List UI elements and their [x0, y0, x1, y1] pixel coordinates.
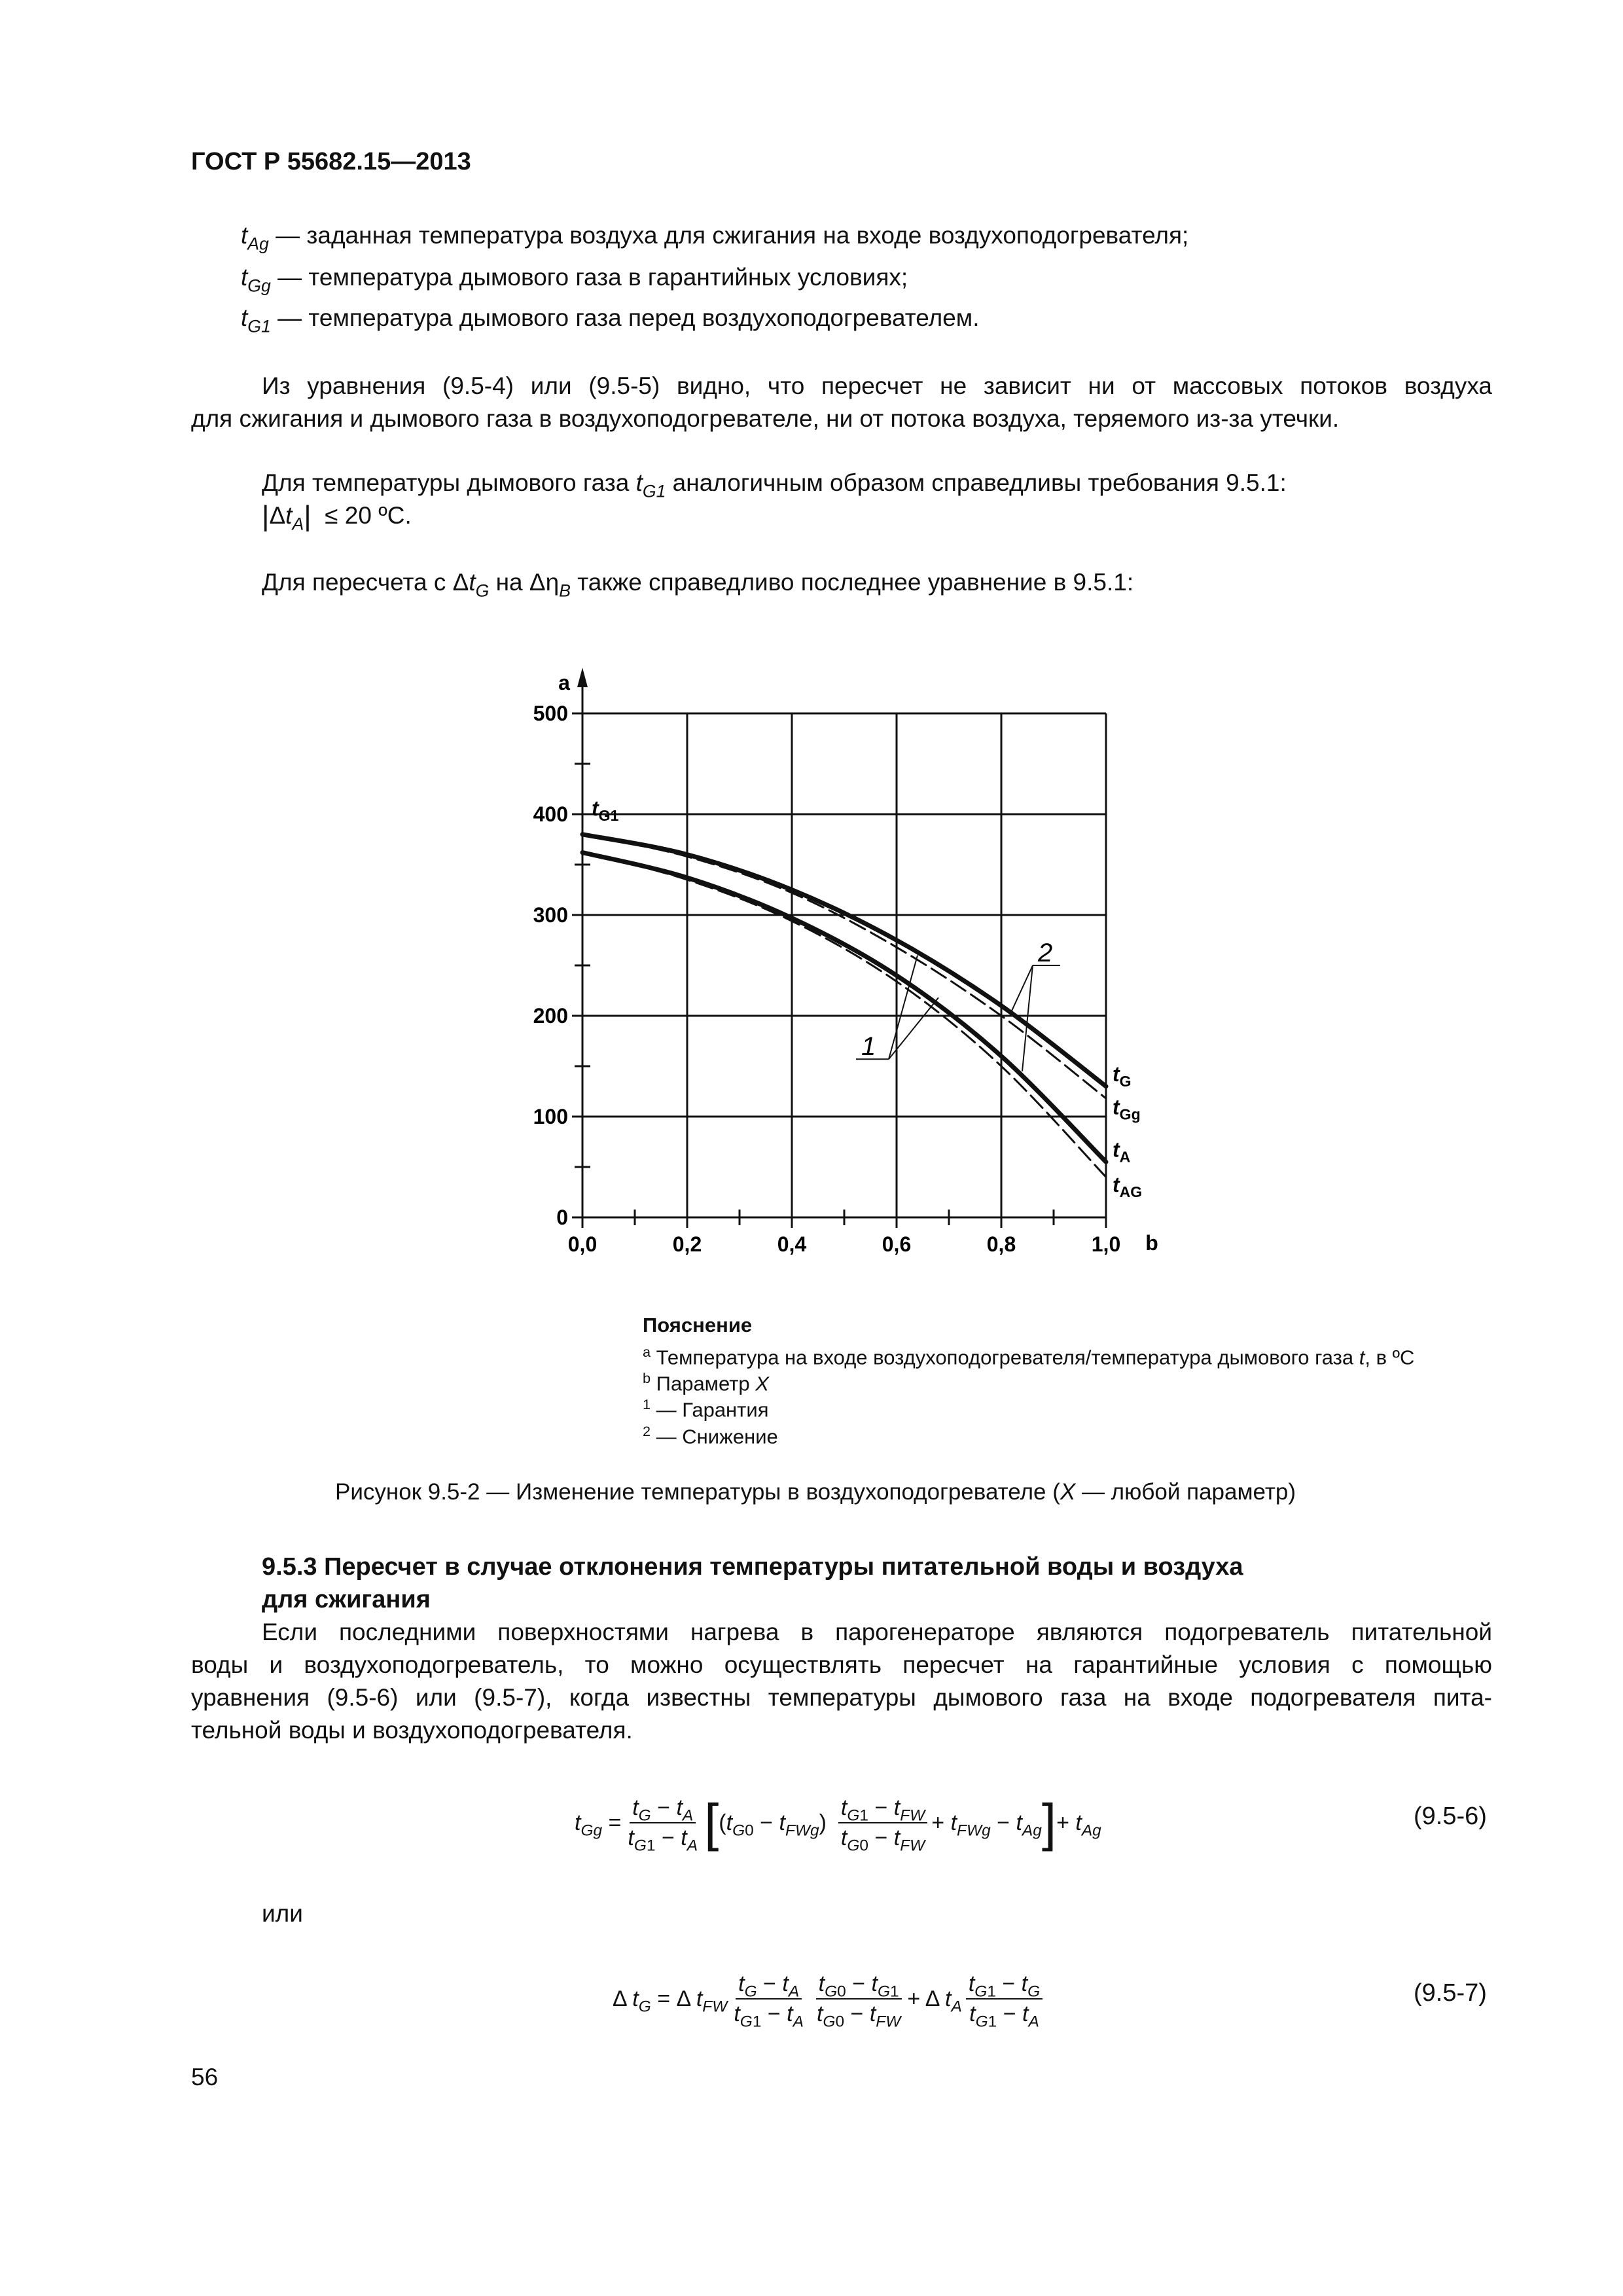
legend-item-b: $^b$ Параметр X	[643, 1370, 769, 1395]
chart-grid	[582, 713, 1106, 1217]
y-tick-label: 400	[533, 802, 568, 826]
chart-axes	[572, 668, 1106, 1228]
label-tAG: $t_{AG}$	[1113, 1172, 1143, 1200]
callout-1: 1	[861, 1032, 876, 1062]
section-text-line-3: уравнения (9.5-6) или (9.5-7), когда известны температуры дымового газа на входе подогревателя пита-	[191, 1684, 1492, 1711]
x-tick-label: 0,4	[777, 1232, 807, 1256]
equation-number-9-5-6: (9.5-6)	[1414, 1803, 1487, 1830]
section-title-line-1: 9.5.3 Пересчет в случае отклонения температуры питательной воды и воздуха	[262, 1553, 1243, 1581]
x-tick-label: 0,8	[986, 1232, 1016, 1256]
section-title-line-2: для сжигания	[262, 1586, 431, 1613]
callout-2-leader-b	[1022, 965, 1033, 1071]
callout-2-leader-a	[1012, 965, 1033, 1011]
section-text-line-4: тельной воды и воздухоподогревателя.	[191, 1717, 633, 1744]
label-tGg: $t_{Gg}$	[1113, 1095, 1141, 1123]
equation-9-5-6: $t_{Gg}$ = $\frac{t_G - t_A}{t_{G1} - t_A}$ [ $(t_{G0} - t_{FWg})$ $\frac{t_{G1} - t_{FW}}{t_{G0} - t_{FW}}$ + $t_{FWg} - t_{Ag}$ ] + $t_{Ag}$	[575, 1793, 1101, 1855]
or-text: или	[262, 1900, 303, 1927]
paragraph-2-line-1: Для температуры дымового газа $t_{G1}$ аналогичным образом справедливы требования 9.5.1:	[262, 469, 1287, 501]
y-tick-label: 100	[533, 1105, 568, 1128]
paragraph-3: Для пересчета с $\Delta t_G$ на $\Delta\eta_B$ также справедливо последнее уравнение в 9.5.1:	[262, 569, 1134, 601]
temperature-chart	[510, 661, 1204, 1270]
y-axis-arrow	[577, 668, 588, 687]
x-tick-label: 0,6	[882, 1232, 912, 1256]
equation-9-5-7: Δ $t_G = \Delta$ $t_{FW}$ $\frac{t_G - t_A}{t_{G1} - t_A}$ $\frac{t_{G0} - t_{G1}}{t_{G0} - t_{FW}}$ + Δ $t_A$ $\frac{t_{G1} - t_G}{t_{G1} - t_A}$	[613, 1965, 1046, 2033]
section-text-line-2: воды и воздухоподогреватель, то можно осуществлять пересчет на гарантийные условия с помощью	[191, 1651, 1492, 1678]
legend-item-1: $^1$ — Гарантия	[643, 1396, 769, 1422]
callout-2: 2	[1038, 939, 1053, 967]
page-number: 56	[191, 2064, 219, 2090]
x-axis-label: b	[1145, 1231, 1158, 1255]
chart-labels	[533, 671, 1158, 1256]
label-tG1: $t_{G1}$	[592, 797, 619, 824]
figure-caption: Рисунок 9.5-2 — Изменение температуры в воздухоподогревателе (X — любой параметр)	[335, 1479, 1296, 1505]
section-text-line-1: Если последними поверхностями нагрева в парогенераторе являются подогреватель питательной	[262, 1619, 1492, 1645]
y-tick-label: 0	[556, 1206, 568, 1229]
x-tick-label: 0,2	[672, 1232, 702, 1256]
series-tA	[582, 853, 1106, 1162]
document-header: ГОСТ Р 55682.15—2013	[191, 148, 471, 175]
chart-series	[582, 834, 1106, 1177]
definition-tGg: $t_{Gg}$ — температура дымового газа в гарантийных условиях;	[241, 264, 908, 296]
equation-number-9-5-7: (9.5-7)	[1414, 1979, 1487, 2007]
definition-tG1: $t_{G1}$ — температура дымового газа перед воздухоподогревателем.	[241, 304, 980, 336]
x-tick-label: 1,0	[1091, 1232, 1121, 1256]
label-tG: $t_G$	[1113, 1062, 1132, 1090]
label-tA: $t_A$	[1113, 1138, 1131, 1166]
definition-tAg: $t_{Ag}$ — заданная температура воздуха для сжигания на входе воздухоподогревателя;	[241, 222, 1189, 254]
legend-item-a: $^a$ Температура на входе воздухоподогревателя/температура дымового газа t, в ºC	[643, 1344, 1415, 1369]
paragraph-2-condition: $|\Delta t_A| \le 20$ ºC.	[262, 500, 412, 534]
y-tick-label: 300	[533, 903, 568, 927]
y-tick-label: 200	[533, 1004, 568, 1028]
paragraph-1-line-1: Из уравнения (9.5-4) или (9.5-5) видно, что пересчет не зависит ни от массовых потоков воздуха	[262, 372, 1492, 399]
paragraph-1-line-2: для сжигания и дымового газа в воздухоподогревателе, ни от потока воздуха, теряемого из-за утечки.	[191, 405, 1340, 432]
x-tick-label: 0,0	[567, 1232, 597, 1256]
y-tick-label: 500	[533, 702, 568, 725]
y-axis-label: a	[558, 671, 570, 694]
legend-title: Пояснение	[643, 1314, 753, 1336]
series-tGg	[582, 834, 1106, 1098]
legend-item-2: $^2$ — Снижение	[643, 1423, 778, 1448]
